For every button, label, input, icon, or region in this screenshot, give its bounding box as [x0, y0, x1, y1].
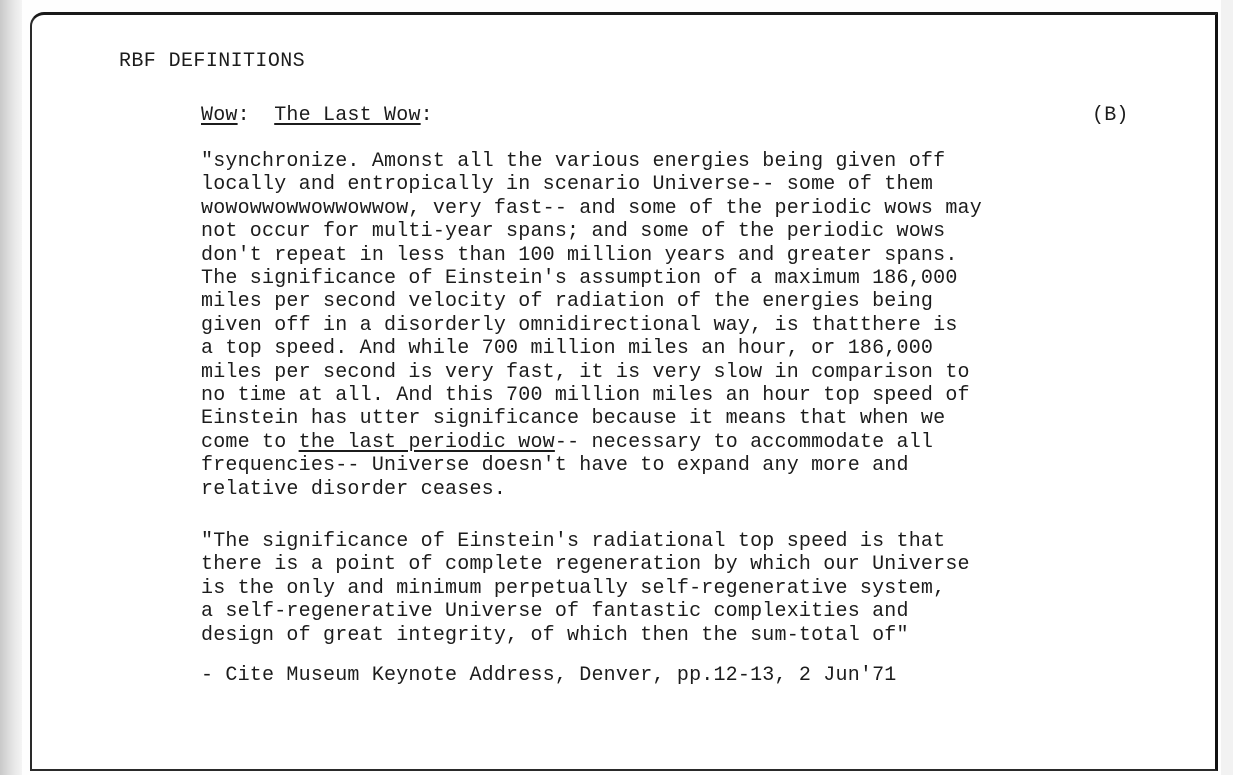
- quote-line-pre: come to: [201, 430, 299, 454]
- entry-title: [201, 104, 433, 127]
- quote-line: wowowwowwowwowwow, very fast-- and some of the periodic wows may: [201, 196, 982, 220]
- quote-line: a top speed. And while 700 million miles an hour, or 186,000: [201, 337, 934, 361]
- entry-colon-2: :: [420, 104, 433, 127]
- quote-line: "The significance of Einstein's radiational top speed is that: [201, 530, 946, 553]
- quote-line: relative disorder ceases.: [201, 477, 507, 501]
- quote-line-underlined: [201, 431, 1131, 454]
- quote-line: design of great integrity, of which then the sum-total of": [201, 623, 909, 647]
- quote-line: there is a point of complete regeneration by which our Universe: [201, 553, 970, 577]
- quote-line: don't repeat in less than 100 million years and greater spans.: [201, 243, 958, 267]
- quote-line: Einstein has utter significance because it means that when we: [201, 407, 946, 431]
- quote-line: locally and entropically in scenario Universe-- some of them: [201, 173, 934, 197]
- page-right-edge: [1221, 0, 1233, 775]
- document-heading: RBF DEFINITIONS: [119, 50, 306, 73]
- quote-paragraph-2: [201, 530, 1131, 647]
- underlined-phrase: the last periodic wow: [298, 430, 555, 454]
- quote-line: given off in a disorderly omnidirectional way, is thatthere is: [201, 313, 958, 337]
- page-left-edge: [0, 0, 22, 775]
- quote-line: frequencies-- Universe doesn't have to expand any more and: [201, 454, 909, 478]
- entry-subject: The Last Wow: [274, 104, 421, 127]
- quote-line: no time at all. And this 700 million miles an hour top speed of: [201, 384, 970, 408]
- quote-line-post: -- necessary to accommodate all: [554, 430, 934, 454]
- entry-word: Wow: [201, 104, 238, 127]
- quote-line: is the only and minimum perpetually self-regenerative system,: [201, 576, 946, 600]
- quote-line: "synchronize. Amonst all the various energies being given off: [201, 150, 946, 173]
- quote-line: The significance of Einstein's assumption of a maximum 186,000: [201, 267, 958, 291]
- citation: - Cite Museum Keynote Address, Denver, pp.12-13, 2 Jun'71: [201, 664, 897, 687]
- category-label: (B): [1092, 104, 1129, 127]
- quote-paragraph-1: [201, 150, 1131, 501]
- quote-line: a self-regenerative Universe of fantastic complexities and: [201, 600, 909, 624]
- quote-line: miles per second velocity of radiation of the energies being: [201, 290, 934, 314]
- entry-colon-1: :: [237, 104, 250, 127]
- quote-line: miles per second is very fast, it is very slow in comparison to: [201, 360, 970, 384]
- quote-line: not occur for multi-year spans; and some of the periodic wows: [201, 220, 946, 244]
